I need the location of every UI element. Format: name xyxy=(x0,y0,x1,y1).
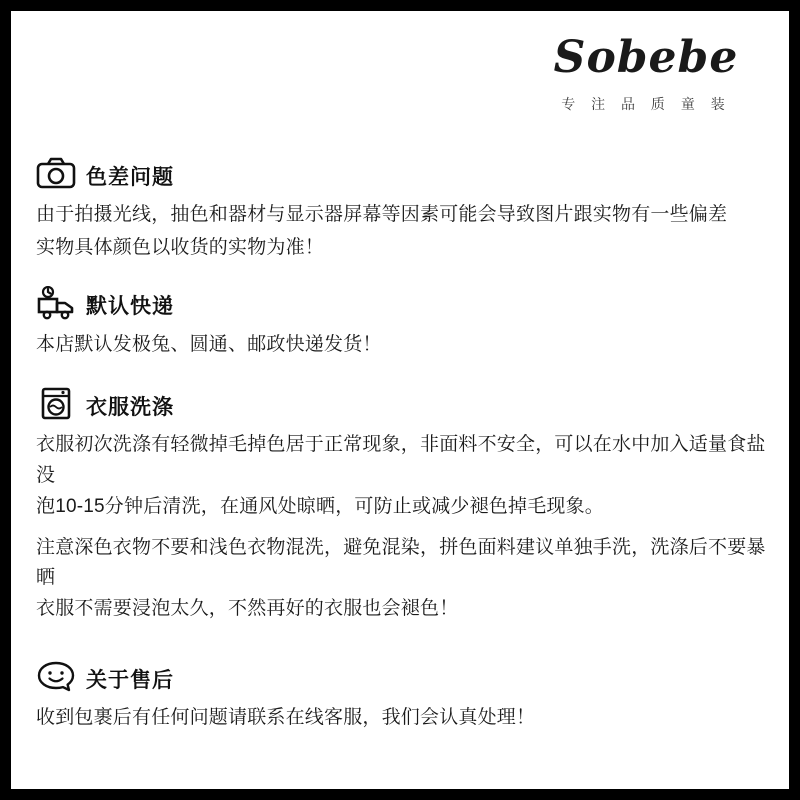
section-header xyxy=(36,386,766,420)
section-header xyxy=(36,659,766,693)
section-line: 注意深色衣物不要和浅色衣物混洗，避免混染，拼色面料建议单独手洗，洗涤后不要暴晒 xyxy=(36,536,766,589)
card-content xyxy=(11,11,789,789)
border-right xyxy=(789,0,800,800)
section-body xyxy=(36,330,766,361)
section-title: 默认快递 xyxy=(86,295,174,319)
section-default-shipping xyxy=(36,286,766,361)
brand-logo xyxy=(531,32,761,114)
brand-tagline: 专 注 品 质 童 装 xyxy=(561,96,731,112)
section-title: 色差问题 xyxy=(86,165,174,189)
truck-icon xyxy=(36,286,76,320)
brand-name: Sobebe xyxy=(553,32,739,83)
section-after-sales xyxy=(36,659,766,734)
section-line: 衣服初次洗涤有轻微掉毛掉色居于正常现象，非面料不安全，可以在水中加入适量食盐没 xyxy=(36,434,766,487)
section-line: 本店默认发极兔、圆通、邮政快递发货！ xyxy=(36,333,382,355)
section-line: 由于拍摄光线，抽色和器材与显示器屏幕等因素可能会导致图片跟实物有一些偏差 xyxy=(36,204,728,225)
border-bottom xyxy=(0,789,800,800)
section-body xyxy=(36,430,766,625)
section-header xyxy=(36,286,766,320)
section-line: 衣服不需要浸泡太久，不然再好的衣服也会褪色！ xyxy=(36,598,459,620)
section-line: 泡10-15分钟后清洗，在通风处晾晒，可防止或减少褪色掉毛现象。 xyxy=(36,495,604,517)
info-sections xyxy=(36,156,766,740)
section-line: 收到包裹后有任何问题请联系在线客服，我们会认真处理！ xyxy=(36,706,536,728)
section-header xyxy=(36,156,766,190)
smile-face-icon xyxy=(36,659,76,693)
section-line: 实物具体颜色以收货的实物为准！ xyxy=(36,236,325,258)
section-clothes-washing xyxy=(36,386,766,625)
section-color-difference xyxy=(36,156,766,264)
camera-icon xyxy=(36,156,76,190)
border-left xyxy=(0,0,11,800)
section-body xyxy=(36,200,766,264)
spacer xyxy=(36,523,766,533)
border-top xyxy=(0,0,800,11)
washing-machine-icon xyxy=(36,386,76,420)
section-title: 衣服洗涤 xyxy=(86,396,174,420)
section-title: 关于售后 xyxy=(86,668,174,692)
section-body xyxy=(36,703,766,734)
